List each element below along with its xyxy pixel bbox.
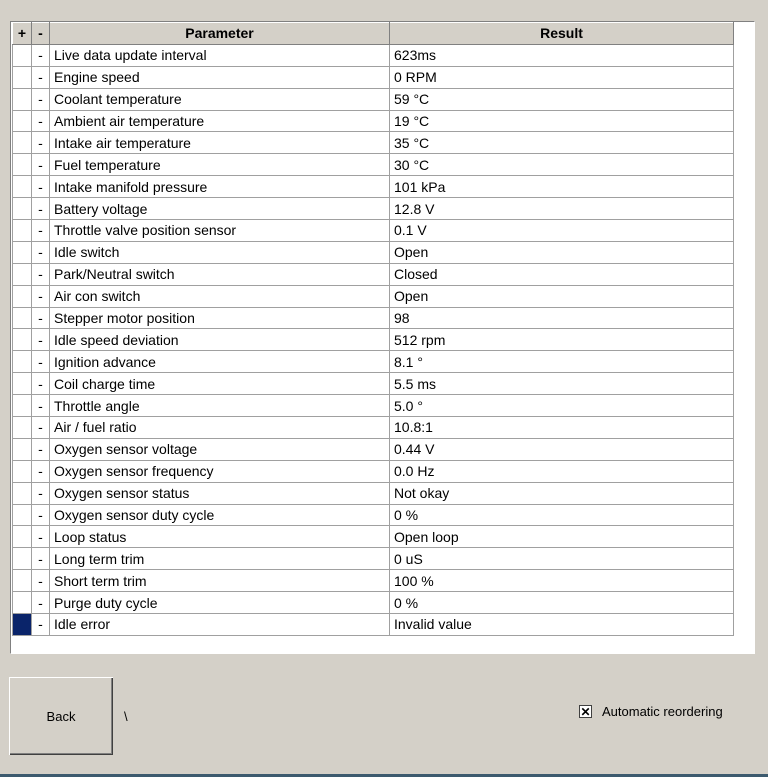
parameter-cell: Ambient air temperature <box>50 110 390 132</box>
parameter-cell: Stepper motor position <box>50 307 390 329</box>
parameter-cell: Coolant temperature <box>50 88 390 110</box>
table-row[interactable] <box>13 395 734 417</box>
row-collapse-marker[interactable]: - <box>32 263 50 285</box>
row-selector[interactable] <box>13 614 32 636</box>
table-row[interactable] <box>13 154 734 176</box>
row-collapse-marker[interactable]: - <box>32 351 50 373</box>
result-cell: 100 % <box>390 570 734 592</box>
back-button[interactable]: Back <box>9 677 113 755</box>
row-collapse-marker[interactable]: - <box>32 154 50 176</box>
expand-all-button[interactable]: + <box>13 23 32 45</box>
row-collapse-marker[interactable]: - <box>32 220 50 242</box>
row-selector[interactable] <box>13 548 32 570</box>
row-selector[interactable] <box>13 417 32 439</box>
parameter-cell: Loop status <box>50 526 390 548</box>
row-selector[interactable] <box>13 460 32 482</box>
row-selector[interactable] <box>13 110 32 132</box>
table-row[interactable] <box>13 504 734 526</box>
parameter-cell: Oxygen sensor voltage <box>50 438 390 460</box>
table-row[interactable] <box>13 351 734 373</box>
row-collapse-marker[interactable]: - <box>32 614 50 636</box>
row-selector[interactable] <box>13 373 32 395</box>
row-selector[interactable] <box>13 482 32 504</box>
parameter-cell: Throttle valve position sensor <box>50 220 390 242</box>
row-selector[interactable] <box>13 44 32 66</box>
table-row[interactable] <box>13 88 734 110</box>
row-selector[interactable] <box>13 592 32 614</box>
table-row[interactable] <box>13 44 734 66</box>
result-cell: 623ms <box>390 44 734 66</box>
row-collapse-marker[interactable]: - <box>32 307 50 329</box>
row-collapse-marker[interactable]: - <box>32 504 50 526</box>
table-row[interactable] <box>13 438 734 460</box>
parameter-cell: Intake air temperature <box>50 132 390 154</box>
row-collapse-marker[interactable]: - <box>32 482 50 504</box>
table-row[interactable] <box>13 198 734 220</box>
row-selector[interactable] <box>13 198 32 220</box>
result-cell: 0 % <box>390 504 734 526</box>
parameter-cell: Coil charge time <box>50 373 390 395</box>
row-selector[interactable] <box>13 307 32 329</box>
result-cell: 0 uS <box>390 548 734 570</box>
parameter-cell: Long term trim <box>50 548 390 570</box>
table-row[interactable] <box>13 614 734 636</box>
result-cell: 19 °C <box>390 110 734 132</box>
table-row[interactable] <box>13 285 734 307</box>
table-row[interactable] <box>13 263 734 285</box>
row-selector[interactable] <box>13 570 32 592</box>
row-collapse-marker[interactable]: - <box>32 329 50 351</box>
table-row[interactable] <box>13 526 734 548</box>
parameter-cell: Oxygen sensor frequency <box>50 460 390 482</box>
parameter-cell: Engine speed <box>50 66 390 88</box>
row-collapse-marker[interactable]: - <box>32 176 50 198</box>
table-row[interactable] <box>13 66 734 88</box>
table-row[interactable] <box>13 176 734 198</box>
parameter-cell: Air con switch <box>50 285 390 307</box>
result-cell: Invalid value <box>390 614 734 636</box>
row-collapse-marker[interactable]: - <box>32 66 50 88</box>
row-collapse-marker[interactable]: - <box>32 460 50 482</box>
row-collapse-marker[interactable]: - <box>32 373 50 395</box>
parameter-cell: Purge duty cycle <box>50 592 390 614</box>
parameter-column-header[interactable]: Parameter <box>50 23 390 45</box>
row-selector[interactable] <box>13 154 32 176</box>
automatic-reordering-checkbox[interactable]: ✕ <box>580 704 591 719</box>
result-cell: 0.1 V <box>390 220 734 242</box>
row-collapse-marker[interactable]: - <box>32 241 50 263</box>
parameter-cell: Intake manifold pressure <box>50 176 390 198</box>
result-cell: 101 kPa <box>390 176 734 198</box>
table-row[interactable] <box>13 329 734 351</box>
result-cell: 512 rpm <box>390 329 734 351</box>
parameter-cell: Idle switch <box>50 241 390 263</box>
table-row[interactable] <box>13 132 734 154</box>
parameter-cell: Oxygen sensor duty cycle <box>50 504 390 526</box>
parameter-cell: Battery voltage <box>50 198 390 220</box>
row-collapse-marker[interactable]: - <box>32 592 50 614</box>
row-selector[interactable] <box>13 241 32 263</box>
row-collapse-marker[interactable]: - <box>32 438 50 460</box>
table-row[interactable] <box>13 220 734 242</box>
row-collapse-marker[interactable]: - <box>32 548 50 570</box>
result-cell: 5.0 ° <box>390 395 734 417</box>
parameter-cell: Fuel temperature <box>50 154 390 176</box>
result-cell: Not okay <box>390 482 734 504</box>
row-selector[interactable] <box>13 66 32 88</box>
row-collapse-marker[interactable]: - <box>32 526 50 548</box>
result-cell: 59 °C <box>390 88 734 110</box>
result-cell: 10.8:1 <box>390 417 734 439</box>
table-row[interactable] <box>13 307 734 329</box>
parameter-cell: Oxygen sensor status <box>50 482 390 504</box>
parameter-cell: Throttle angle <box>50 395 390 417</box>
backslash-text: \ <box>124 709 128 724</box>
row-collapse-marker[interactable]: - <box>32 570 50 592</box>
row-collapse-marker[interactable]: - <box>32 395 50 417</box>
result-cell: 0.44 V <box>390 438 734 460</box>
row-collapse-marker[interactable]: - <box>32 88 50 110</box>
row-selector[interactable] <box>13 395 32 417</box>
result-cell: Open loop <box>390 526 734 548</box>
row-selector[interactable] <box>13 285 32 307</box>
result-cell: Closed <box>390 263 734 285</box>
automatic-reordering-option[interactable] <box>579 704 723 719</box>
table-header-row <box>13 23 734 45</box>
table-row[interactable] <box>13 241 734 263</box>
row-collapse-marker[interactable]: - <box>32 110 50 132</box>
row-collapse-marker[interactable]: - <box>32 285 50 307</box>
table-body <box>13 44 734 635</box>
result-cell: 30 °C <box>390 154 734 176</box>
row-collapse-marker[interactable]: - <box>32 198 50 220</box>
parameter-cell: Idle speed deviation <box>50 329 390 351</box>
table-row[interactable] <box>13 373 734 395</box>
result-cell: 0 RPM <box>390 66 734 88</box>
row-collapse-marker[interactable]: - <box>32 132 50 154</box>
table-row[interactable] <box>13 570 734 592</box>
row-collapse-marker[interactable]: - <box>32 417 50 439</box>
parameter-cell: Air / fuel ratio <box>50 417 390 439</box>
row-selector[interactable] <box>13 263 32 285</box>
table-row[interactable] <box>13 417 734 439</box>
live-data-grid[interactable] <box>10 21 755 654</box>
parameter-cell: Short term trim <box>50 570 390 592</box>
result-cell: 35 °C <box>390 132 734 154</box>
row-selector[interactable] <box>13 438 32 460</box>
result-cell: Open <box>390 241 734 263</box>
table-row[interactable] <box>13 548 734 570</box>
row-selector[interactable] <box>13 176 32 198</box>
row-selector[interactable] <box>13 88 32 110</box>
live-data-table <box>12 22 734 636</box>
table-row[interactable] <box>13 460 734 482</box>
result-cell: Open <box>390 285 734 307</box>
parameter-cell: Idle error <box>50 614 390 636</box>
result-cell: 0.0 Hz <box>390 460 734 482</box>
row-selector[interactable] <box>13 329 32 351</box>
row-selector[interactable] <box>13 220 32 242</box>
result-column-header[interactable]: Result <box>390 23 734 45</box>
table-row[interactable] <box>13 482 734 504</box>
table-row[interactable] <box>13 110 734 132</box>
result-cell: 0 % <box>390 592 734 614</box>
row-selector[interactable] <box>13 351 32 373</box>
row-selector[interactable] <box>13 526 32 548</box>
parameter-cell: Ignition advance <box>50 351 390 373</box>
result-cell: 98 <box>390 307 734 329</box>
parameter-cell: Park/Neutral switch <box>50 263 390 285</box>
result-cell: 5.5 ms <box>390 373 734 395</box>
result-cell: 8.1 ° <box>390 351 734 373</box>
row-selector[interactable] <box>13 132 32 154</box>
parameter-cell: Live data update interval <box>50 44 390 66</box>
table-row[interactable] <box>13 592 734 614</box>
collapse-all-button[interactable]: - <box>32 23 50 45</box>
row-collapse-marker[interactable]: - <box>32 44 50 66</box>
result-cell: 12.8 V <box>390 198 734 220</box>
automatic-reordering-label: Automatic reordering <box>602 704 723 719</box>
row-selector[interactable] <box>13 504 32 526</box>
